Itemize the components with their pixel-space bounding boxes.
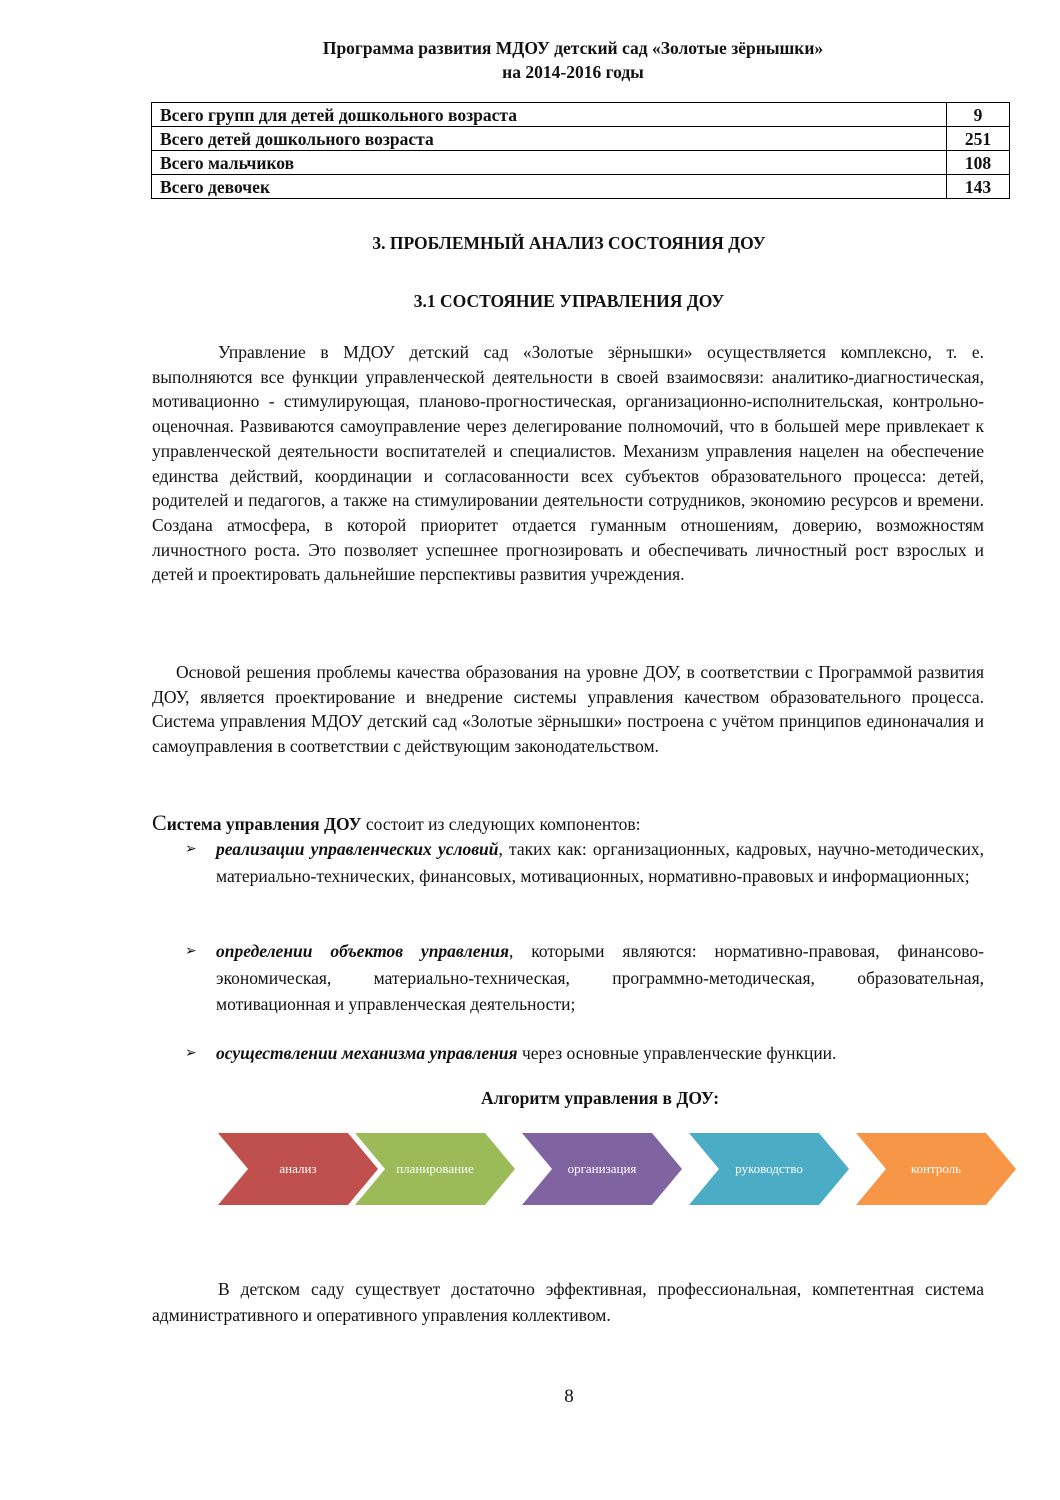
- paragraph-conclusion: В детском саду существует достаточно эффективная, профессиональная, компетентная система административного и оперативного управления коллективом.: [152, 1279, 984, 1325]
- list-item: [185, 836, 984, 889]
- row-value: 251: [947, 127, 1010, 151]
- bullet-term: реализации управленческих условий: [216, 839, 499, 859]
- row-value: 9: [947, 103, 1010, 127]
- algorithm-step-analysis: [218, 1133, 378, 1205]
- row-value: 108: [947, 151, 1010, 175]
- paragraph-management: Управление в МДОУ детский сад «Золотые зёрнышки» осуществляется комплексно, т. е. выполняются все функции управленческой деятельности в своей взаимосвязи: аналитико-диагностическая, мотивационно - стимулирующая, планово-прогностическая, организационно-исполнительская, контрольно-оценочная. Развиваются самоуправление через делегирование полномочий, что в большей мере привлекает к управленческой деятельности воспитателей и специалистов. Механизм управления нацелен на обеспечение единства действий, координации и согласованности всех субъектов образовательного процесса: детей, родителей и педагогов, а также на стимулировании деятельности сотрудников, экономию ресурсов и времени. Создана атмосфера, в которой приоритет отдается гуманным отношениям, доверию, возможностям личностного роста. Это позволяет успешнее прогнозировать и обеспечивать личностный рост взрослых и детей и проектировать дальнейшие перспективы развития учреждения.: [152, 342, 984, 585]
- system-lead-sentence: [152, 810, 984, 836]
- list-item: [185, 1040, 984, 1067]
- header-line-1: Программа развития МДОУ детский сад «Золотые зёрнышки»: [322, 38, 824, 58]
- step-label: анализ: [279, 1161, 317, 1176]
- section-title: 3. ПРОБЛЕМНЫЙ АНАЛИЗ СОСТОЯНИЯ ДОУ: [372, 233, 766, 253]
- lead-bold-term: истема управления ДОУ: [166, 814, 362, 834]
- stats-table: [151, 102, 1010, 199]
- table-row: [152, 151, 1010, 175]
- bullet-text: через основные управленческие функции.: [517, 1043, 837, 1063]
- row-label: Всего мальчиков: [152, 151, 947, 175]
- algorithm-step-organization: [522, 1133, 682, 1205]
- step-label: организация: [567, 1161, 637, 1176]
- bullet-term: осуществлении механизма управления: [216, 1043, 518, 1063]
- algorithm-flow-diagram: [218, 1133, 1038, 1205]
- algorithm-step-leadership: [689, 1133, 849, 1205]
- bullet-text: , таких как: организационных, кадровых, научно-методических, материально-технических, финансовых, мотивационных, нормативно-правовых и информационных;: [216, 839, 984, 886]
- row-value: 143: [947, 175, 1010, 199]
- arrow-bullet-icon: ➢: [185, 943, 197, 959]
- page-number: 8: [564, 1386, 574, 1407]
- algorithm-step-planning: [355, 1133, 515, 1205]
- paragraph-quality: Основой решения проблемы качества образования на уровне ДОУ, в соответствии с Программой развития ДОУ, является проектирование и внедрение системы управления качеством образовательного процесса. Система управления МДОУ детский сад «Золотые зёрнышки» построена с учётом принципов единоначалия и самоуправления в соответствии с действующим законодательством.: [152, 662, 984, 757]
- step-label: планирование: [396, 1161, 474, 1176]
- algorithm-step-control: [856, 1133, 1016, 1205]
- table-row: [152, 127, 1010, 151]
- table-row: [152, 175, 1010, 199]
- header-line-2: на 2014-2016 годы: [502, 62, 644, 82]
- subsection-title: 3.1 СОСТОЯНИЕ УПРАВЛЕНИЯ ДОУ: [413, 291, 725, 311]
- document-header: [0, 36, 1060, 84]
- arrow-bullet-icon: ➢: [185, 1045, 197, 1061]
- algorithm-title: Алгоритм управления в ДОУ:: [480, 1088, 720, 1108]
- list-item: [185, 938, 984, 1018]
- arrow-bullet-icon: ➢: [185, 841, 197, 857]
- bullet-text: , которыми являются: нормативно-правовая, финансово-экономическая, материально-техническая, программно-методическая, образовательная, мотивационная и управленческая деятельности;: [216, 941, 984, 1014]
- bullet-term: определении объектов управления: [216, 941, 509, 961]
- table-row: [152, 103, 1010, 127]
- step-label: контроль: [910, 1161, 962, 1176]
- step-label: руководство: [735, 1161, 803, 1176]
- row-label: Всего групп для детей дошкольного возраста: [152, 103, 947, 127]
- row-label: Всего девочек: [152, 175, 947, 199]
- lead-first-letter: С: [152, 810, 167, 835]
- lead-tail: состоит из следующих компонентов:: [361, 814, 641, 834]
- row-label: Всего детей дошкольного возраста: [152, 127, 947, 151]
